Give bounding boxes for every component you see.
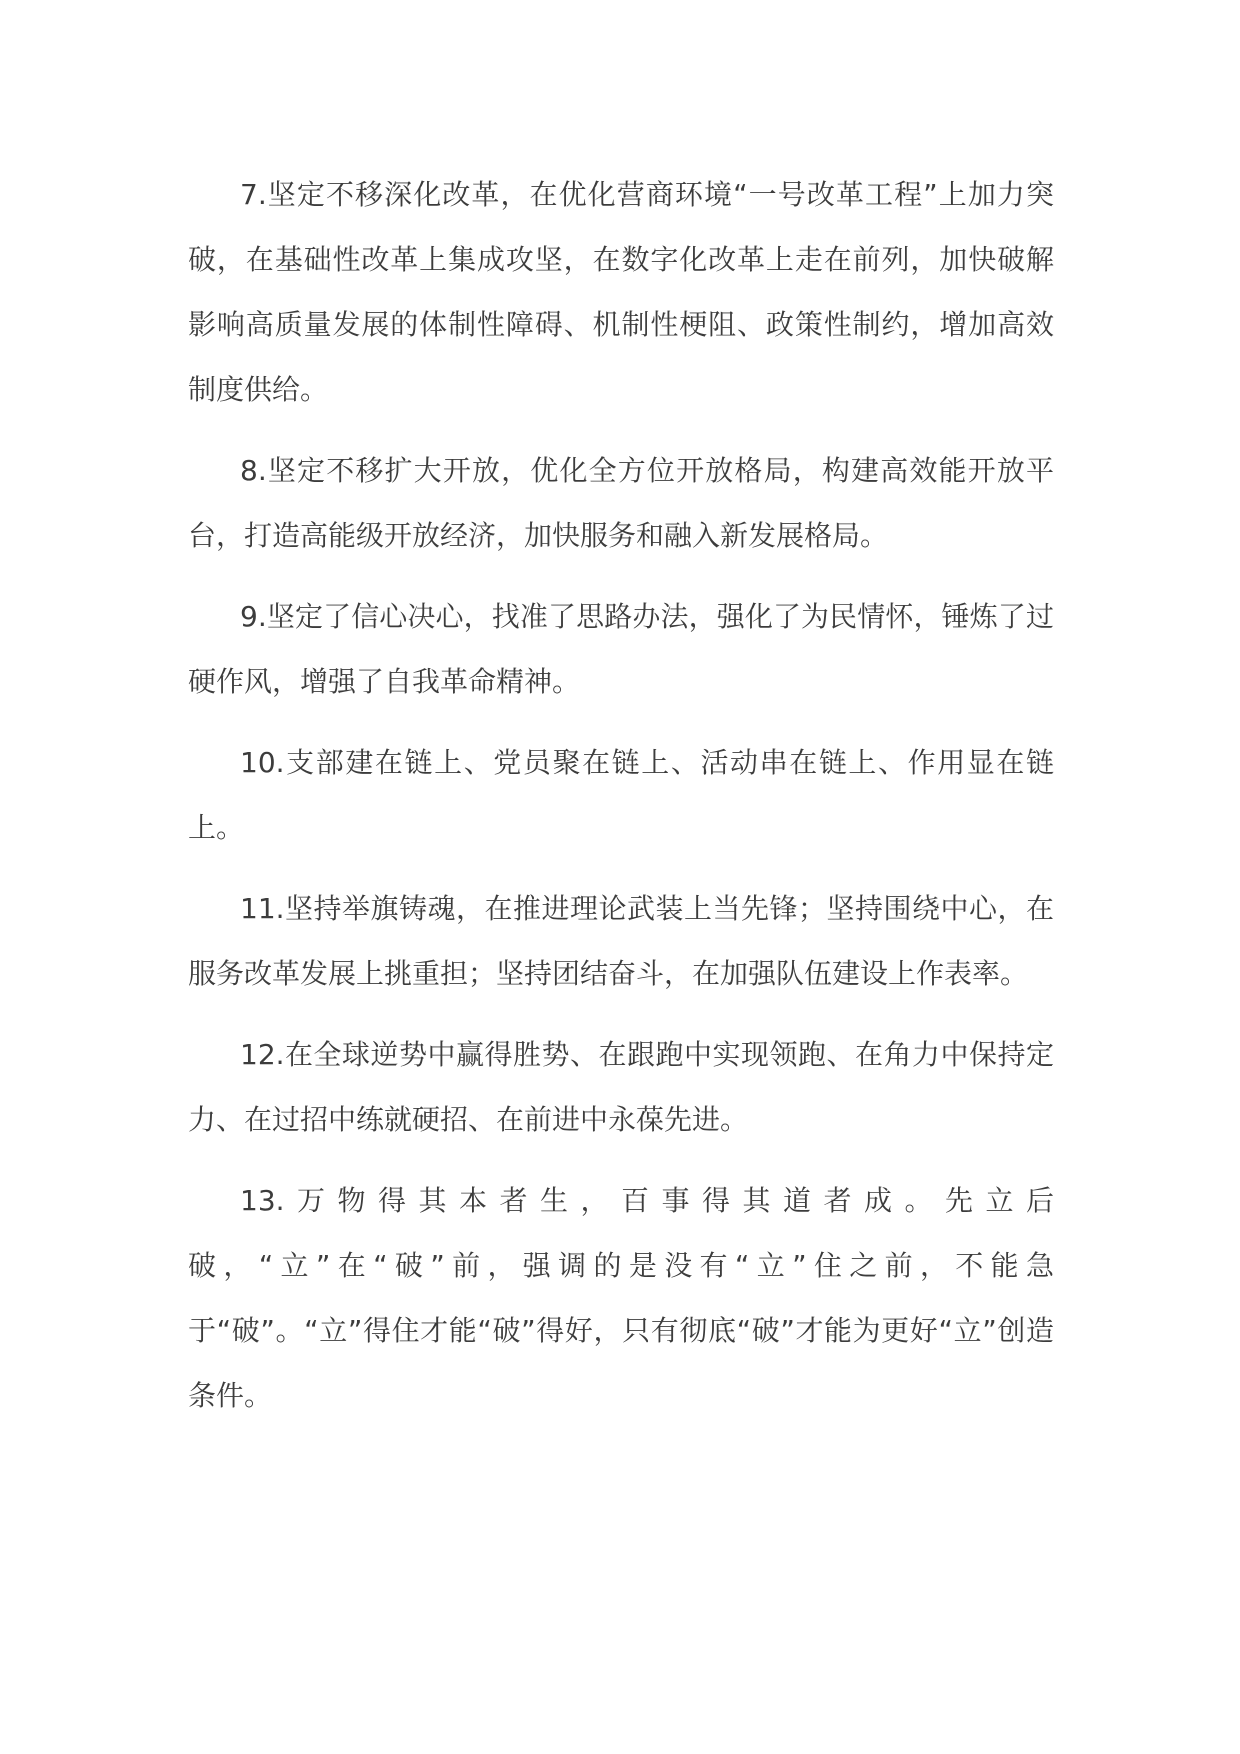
paragraph-11: 11.坚持举旗铸魂，在推进理论武装上当先锋；坚持围绕中心，在服务改革发展上挑重担；坚持团结奋斗，在加强队伍建设上作表率。 — [188, 892, 1054, 990]
paragraph-10: 10.支部建在链上、党员聚在链上、活动串在链上、作用显在链上。 — [188, 746, 1054, 844]
document-page — [188, 162, 1054, 1444]
paragraph-8: 8.坚定不移扩大开放，优化全方位开放格局，构建高效能开放平台，打造高能级开放经济，加快服务和融入新发展格局。 — [188, 454, 1054, 552]
paragraph-12: 12.在全球逆势中赢得胜势、在跟跑中实现领跑、在角力中保持定力、在过招中练就硬招、在前进中永葆先进。 — [188, 1038, 1054, 1136]
paragraph-7: 7.坚定不移深化改革，在优化营商环境“一号改革工程”上加力突破，在基础性改革上集成攻坚，在数字化改革上走在前列，加快破解影响高质量发展的体制性障碍、机制性梗阻、政策性制约，增加高效制度供给。 — [188, 178, 1054, 406]
paragraph-9: 9.坚定了信心决心，找准了思路办法，强化了为民情怀，锤炼了过硬作风，增强了自我革命精神。 — [188, 600, 1054, 698]
paragraph-13: 13.万物得其本者生，百事得其道者成。先立后破，“立”在“破”前，强调的是没有“立”住之前，不能急于“破”。“立”得住才能“破”得好，只有彻底“破”才能为更好“立”创造条件。 — [188, 1184, 1054, 1412]
